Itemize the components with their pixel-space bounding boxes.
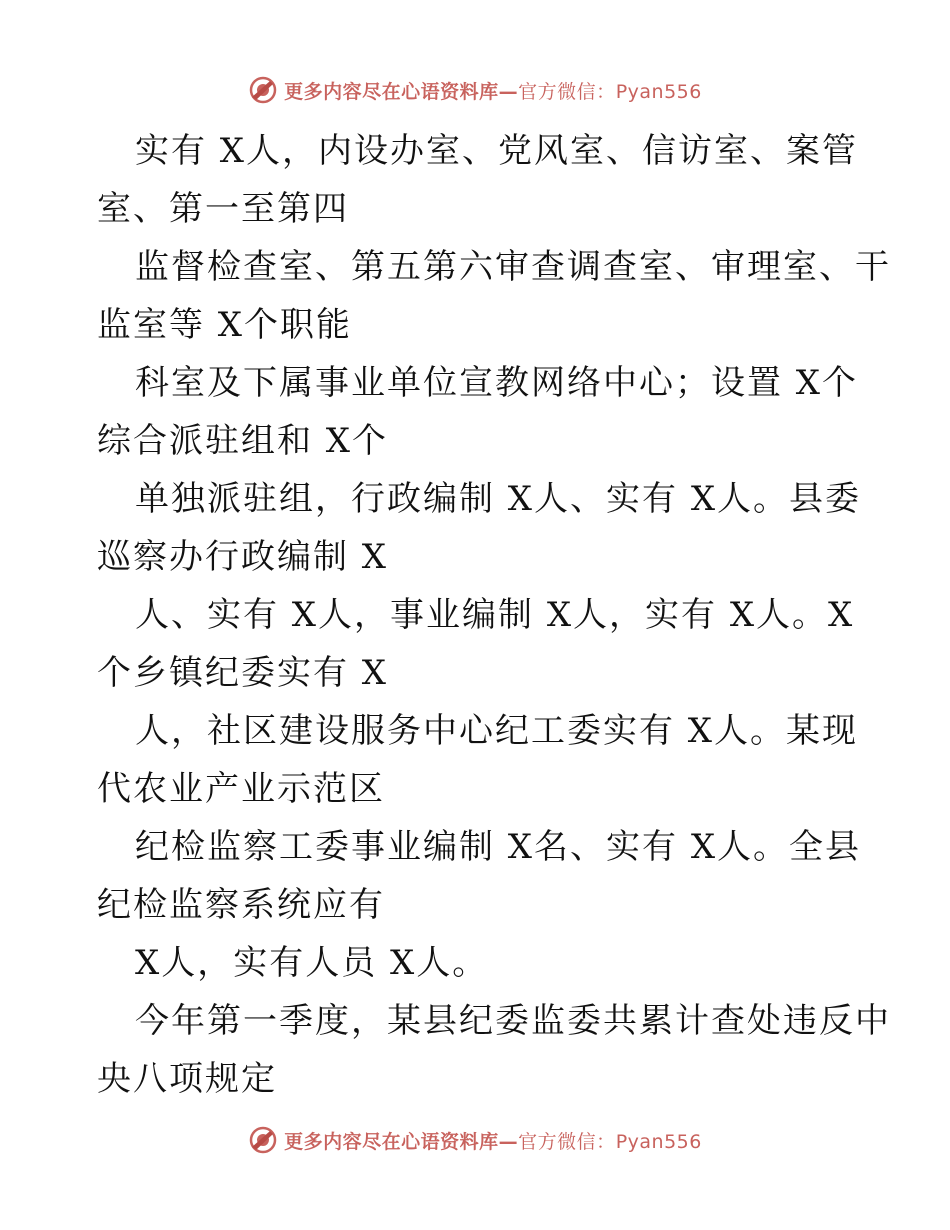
banner-wechat-id: Pyan556 (615, 80, 702, 103)
brand-logo-icon (248, 1125, 278, 1155)
text-line: 实有 X人，内设办室、党风室、信访室、案管 (135, 131, 859, 171)
document-body (97, 122, 891, 1108)
text-line: 人，社区建设服务中心纪工委实有 X人。某现 (135, 711, 859, 751)
header-banner (0, 70, 950, 110)
banner-brand: 更多内容尽在心语资料库 (284, 80, 499, 103)
banner-wechat-label: 官方微信： (518, 80, 616, 103)
text-line: 央八项规定 (97, 1059, 277, 1099)
text-line: 今年第一季度，某县纪委监委共累计查处违反中 (135, 1001, 891, 1041)
footer-banner (0, 1120, 950, 1160)
banner-dash: — (498, 1130, 519, 1153)
text-line: 综合派驻组和 X个 (97, 421, 389, 461)
text-line: 单独派驻组，行政编制 X人、实有 X人。县委 (135, 479, 862, 519)
text-line: 人、实有 X人，事业编制 X人，实有 X人。X (135, 595, 855, 635)
text-line: 室、第一至第四 (97, 189, 349, 229)
banner-text (284, 77, 702, 104)
banner-text (284, 1127, 702, 1154)
banner-dash: — (498, 80, 519, 103)
text-line: 巡察办行政编制 X (97, 537, 389, 577)
banner-brand: 更多内容尽在心语资料库 (284, 1130, 499, 1153)
text-line: 科室及下属事业单位宣教网络中心；设置 X个 (135, 363, 859, 403)
text-line: 监室等 X个职能 (97, 305, 353, 345)
banner-wechat-label: 官方微信： (518, 1130, 616, 1153)
brand-logo-icon (248, 75, 278, 105)
text-line: 个乡镇纪委实有 X (97, 653, 389, 693)
text-line: X人，实有人员 X人。 (135, 943, 489, 983)
text-line: 纪检监察系统应有 (97, 885, 385, 925)
text-line: 代农业产业示范区 (97, 769, 385, 809)
text-line: 监督检查室、第五第六审查调查室、审理室、干 (135, 247, 891, 287)
banner-wechat-id: Pyan556 (615, 1130, 702, 1153)
text-line: 纪检监察工委事业编制 X名、实有 X人。全县 (135, 827, 862, 867)
